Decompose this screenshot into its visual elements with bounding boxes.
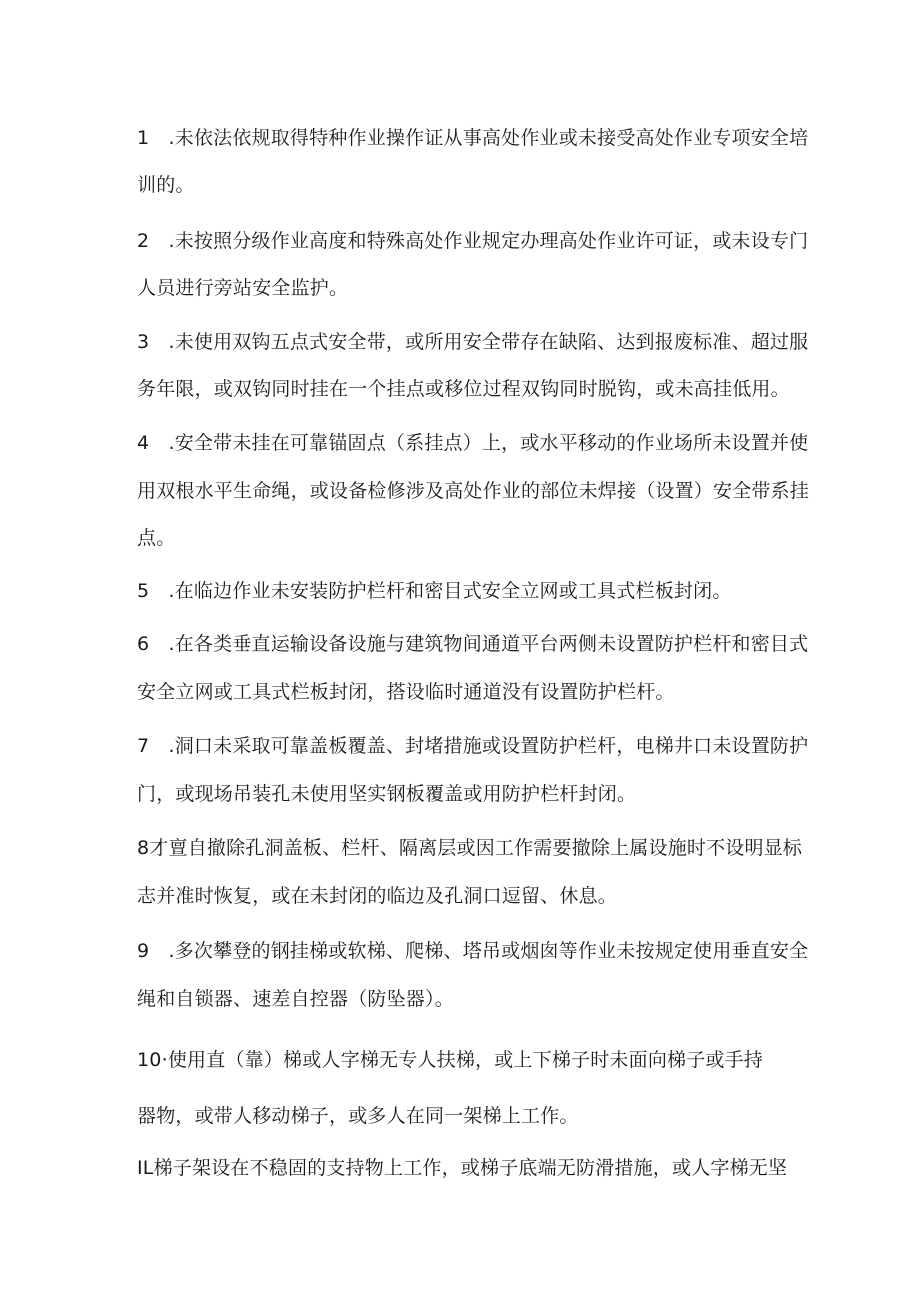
item-5-line-1: 5 .在临边作业未安装防护栏杆和密目式安全立网或工具式栏板封闭。 (137, 580, 732, 602)
item-1-line-1: 1 .未依法依规取得特种作业操作证从事高处作业或未接受高处作业专项安全培 (137, 127, 809, 149)
item-4-line-2: 用双根水平生命绳，或设备检修涉及高处作业的部位未焊接（设置）安全带系挂 (137, 480, 810, 502)
item-3-line-2: 务年限，或双钩同时挂在一个挂点或移位过程双钩同时脱钩，或未高挂低用。 (137, 378, 790, 400)
item-4-line-3: 点。 (137, 527, 176, 549)
item-9-line-2: 绳和自锁器、速差自控器（防坠器）。 (137, 988, 454, 1010)
item-8-line-2: 志并准时恢复，或在未封闭的临边及孔洞口逗留、休息。 (137, 885, 618, 907)
item-7-line-1: 7 .洞口未采取可靠盖板覆盖、封堵措施或设置防护栏杆，电梯井口未设置防护 (137, 735, 809, 757)
item-11-line-1: IL梯子架设在不稳固的支持物上工作，或梯子底端无防滑措施，或人字梯无坚 (137, 1157, 788, 1179)
item-3-line-1: 3 .未使用双钩五点式安全带，或所用安全带存在缺陷、达到报废标准、超过服 (137, 331, 809, 353)
item-2-line-2: 人员进行旁站安全监护。 (137, 277, 349, 299)
item-10-line-2: 器物，或带人移动梯子，或多人在同一架梯上工作。 (137, 1105, 579, 1127)
item-10-line-1: 10·使用直（靠）梯或人字梯无专人扶梯，或上下梯子时未面向梯子或手持 (137, 1049, 764, 1071)
item-1-line-2: 训的。 (137, 174, 195, 196)
item-8-line-1: 8才亶自撤除孔洞盖板、栏杆、隔离层或因工作需要撤除上属设施时不设明显标 (137, 837, 803, 859)
item-7-line-2: 门，或现场吊装孔未使用坚实钢板覆盖或用防护栏杆封闭。 (137, 783, 637, 805)
item-6-line-1: 6 .在各类垂直运输设备设施与建筑物间通道平台两侧未设置防护栏杆和密目式 (137, 633, 809, 655)
item-9-line-1: 9 .多次攀登的钢挂梯或软梯、爬梯、塔吊或烟囱等作业未按规定使用垂直安全 (137, 940, 809, 962)
item-4-line-1: 4 .安全带未挂在可靠锚固点（系挂点）上，或水平移动的作业场所未设置并使 (137, 432, 809, 454)
item-2-line-1: 2 .未按照分级作业高度和特殊高处作业规定办理高处作业许可证，或未设专门 (137, 230, 809, 252)
item-6-line-2: 安全立网或工具式栏板封闭，搭设临时通道没有设置防护栏杆。 (137, 681, 675, 703)
